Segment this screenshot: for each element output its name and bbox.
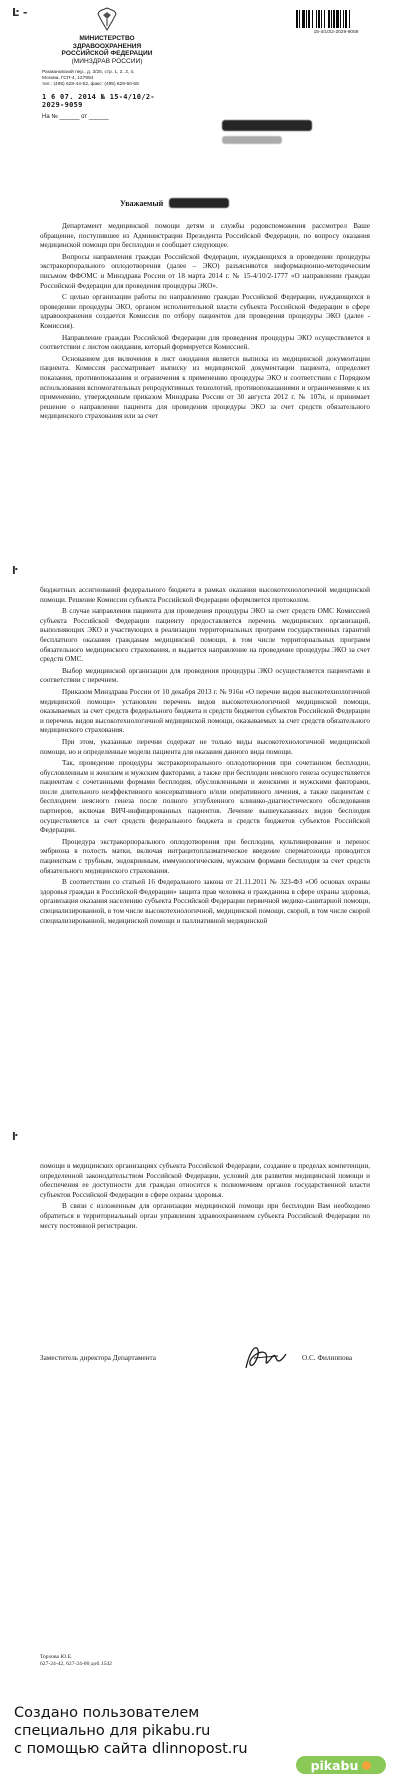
barcode-block bbox=[296, 10, 376, 36]
paragraph: При этом, указанные перечни содержат не только виды высокотехнологичной медицинской помощи, но и определенные модели пациента для оказания данного вида помощи. bbox=[40, 737, 370, 756]
address-line: Рахмановский пер., д. 3/25, стр. 1, 2, 3, 4, bbox=[42, 70, 135, 76]
paragraph: Направление граждан Российской Федерации для проведения процедуры ЭКО осуществляется в соответствии с листом ожидания, который формируется Комиссией. bbox=[40, 333, 370, 352]
ministry-line: (МИНЗДРАВ РОССИИ) bbox=[71, 57, 143, 65]
paragraph: В связи с изложенным для организации медицинской помощи при бесплодии Вам необходимо обратиться в территориальный орган управления здравоохранением субъекта Российской Федерации по месту постоянной регистрации. bbox=[40, 1202, 370, 1230]
paragraph: Процедура экстракорпорального оплодотворения при бесплодии, культивирование и перенос эмбриона в полость матки, включая интрацитоплазматическое введение сперматозоида проводится пациенткам с трубным, эндокринным, иммунологическим, мужским формами бесплодия за счет средств обязательного медицинского страхования. bbox=[40, 837, 370, 875]
signature-block bbox=[40, 1346, 370, 1376]
letter-page-2 bbox=[0, 560, 400, 1126]
paragraph: Вопросы направления граждан Российской Федерации, нуждающихся в проведении процедуры экстракорпорального оплодотворения (далее – ЭКО) разъясняются информационно-методическим письмом ФФОМС и Минздрава России от 18 марта 2014 г. № 15-4/10/2-1777 «О направлении граждан Российской Федерации для проведения процедуры ЭКО». bbox=[40, 252, 370, 290]
paragraph: Так, проведение процедуры экстракорпорального оплодотворения при сочетанном бесплодии, обусловленным и женским и мужским факторами, а также при бесплодии неясного генеза осуществляется пациентам с сочетанными формами бесплодия, обусловленными и женскими и мужскими факторами, после длительного неэффективного консервативного и/или оперативного лечения, а также пациентам с бесплодием неясного генеза после полного углубленного клинико-диагностического обследования партнеров, включая ВИЧ-инфицированных пациентов. Лечение вышеуказанных видов бесплодия осуществляется за счет средств федерального бюджета и средств бюджетов субъектов Российской Федерации. bbox=[40, 759, 370, 835]
executor-info bbox=[40, 1654, 112, 1668]
page-corner-mark: ŀ bbox=[12, 1130, 19, 1143]
signer-name: О.С. Филиппова bbox=[302, 1354, 353, 1362]
paragraph: С целью организации работы по направлению граждан Российской Федерации, нуждающихся в проведении процедуры ЭКО, органом исполнительной власти субъекта Российской Федерации в сфере здравоохранения создается Комиссия по отбору пациентов для проведения процедуры ЭКО (далее - Комиссия). bbox=[40, 293, 370, 330]
letter-page-3 bbox=[0, 1126, 400, 1696]
barcode bbox=[296, 10, 376, 28]
paragraph: Выбор медицинской организации для проведения процедуры ЭКО осуществляется пациентами в соответствии с перечнем. bbox=[40, 666, 370, 685]
dlinnopost-caption bbox=[0, 1696, 400, 1776]
paragraph: Приказом Минздрава России от 10 декабря 2013 г. № 916н «О перечне видов высокотехнологичной медицинской помощи» установлен перечень видов высокотехнологичной медицинской помощи, оказываемых за счет средств федерального бюджета и средств бюджетов субъектов Российской Федерации и перечень видов высокотехнологичной медицинской помощи, оказываемых за счет средств обязательного медицинского страхования. bbox=[40, 687, 370, 735]
paragraph: Основанием для включения в лист ожидания является выписка из медицинской документации пациента. Комиссия рассматривает выписку из медицинской документации пациента, определяет показания, противопоказания и ограничения к применению процедуры ЭКО и соответствии с Порядком использования вспомогательных репродуктивных технологий, противопоказаниями и ограничениями к их применению, утвержденным приказом Минздрава России от 30 августа 2012 г. № 107н, и принимает решение о направлении пациента для проведения процедуры ЭКО за счет средств обязательного медицинского страхования или за счет bbox=[40, 354, 370, 421]
ministry-address bbox=[42, 70, 172, 88]
signature-icon bbox=[240, 1340, 294, 1376]
letter-body-3 bbox=[40, 1162, 370, 1231]
letter-page-1 bbox=[0, 0, 400, 560]
caption-line: специально для pikabu.ru bbox=[14, 1723, 211, 1739]
paragraph: В случае направления пациента для проведения процедуры ЭКО за счет средств ОМС Комиссией субъекта Российской Федерации пациенту предоставляется перечень медицинских организаций, выполняющих ЭКО и участвующих в реализации территориальных программ государственных гарантий бесплатного оказания гражданам медицинской помощи, в том числе территориальных программ обязательного медицинского страхования, и выдается направление на проведение процедуры ЭКО за счет средств ОМС. bbox=[40, 607, 370, 664]
paragraph: бюджетных ассигнований федерального бюджета в рамках оказания высокотехнологичной медицинской помощи. Решение Комиссии субъекта Российской Федерации оформляется протоколом. bbox=[40, 586, 370, 604]
outgoing-date-number: 1 6 07. 2014 № 15-4/10/2-2029-9059 bbox=[42, 93, 155, 110]
ministry-line: МИНИСТЕРСТВО bbox=[79, 35, 135, 42]
barcode-number: 15-4/10/2-2029-9059 bbox=[313, 30, 359, 35]
ministry-name bbox=[42, 35, 172, 65]
executor-phone: 627-24-42, 627-24-00 доб.1542 bbox=[40, 1661, 112, 1667]
redacted-name bbox=[169, 198, 229, 208]
logo-dot-icon bbox=[362, 1761, 371, 1770]
caption-text bbox=[14, 1704, 248, 1758]
coat-of-arms-icon bbox=[96, 6, 118, 32]
letterhead bbox=[42, 6, 172, 120]
redacted-recipient bbox=[222, 136, 282, 144]
barcode-bar bbox=[350, 10, 351, 28]
ministry-line: РОССИЙСКОЙ ФЕДЕРАЦИИ bbox=[61, 50, 153, 58]
paragraph: Департамент медицинской помощи детям и службы родовспоможения рассмотрел Ваше обращение, поступившее из Администрации Президента Российской Федерации, по вопросу оказания медицинской помощи при бесплодии и сообщает следующее. bbox=[40, 222, 370, 250]
pikabu-logo[interactable] bbox=[296, 1756, 386, 1774]
paragraph: В соответствии со статьей 16 Федерального закона от 21.11.2011 № 323-ФЗ «Об основах охраны здоровья граждан в Российской Федерации» защита прав человека и гражданина в сфере охраны здоровья, организация оказания населению субъекта Российской Федерации первичной медико-санитарной помощи, специализированной, в том числе высокотехнологичной, медицинской помощи, скорой, в том числе скорой специализированной, медицинской помощи и паллиативной медицинской bbox=[40, 878, 370, 925]
logo-text: pikabu bbox=[310, 1757, 359, 1773]
page-corner-mark: Ŀ - bbox=[12, 6, 28, 19]
greeting-line bbox=[120, 198, 280, 208]
address-line: тел.: (495) 628-44-53, факс: (495) 628-50-58 bbox=[42, 82, 139, 88]
address-line: Москва, ГСП-4, 127994 bbox=[42, 76, 94, 82]
redacted-recipient bbox=[222, 120, 312, 131]
letter-body-2 bbox=[40, 586, 370, 926]
caption-line: Создано пользователем bbox=[14, 1705, 200, 1721]
executor-name: Торхова Ю.Е. bbox=[40, 1654, 73, 1660]
greeting: Уважаемый bbox=[120, 198, 164, 208]
reference-line: На № ______ от ______ bbox=[42, 114, 109, 121]
signer-title: Заместитель директора Департамента bbox=[40, 1354, 156, 1362]
paragraph: помощи в медицинских организациях субъекта Российской Федерации, создание в пределах компетенции, определенной законодательством Российской Федерации, условий для развития медицинской помощи и обеспечения ее доступности для граждан относится к полномочиям органов государственной власти субъектов Российской Федерации в сфере охраны здоровья. bbox=[40, 1162, 370, 1199]
caption-line: с помощью сайта dlinnopost.ru bbox=[14, 1741, 248, 1757]
ministry-line: ЗДРАВООХРАНЕНИЯ bbox=[72, 42, 142, 50]
page-corner-mark: ŀ bbox=[12, 564, 19, 577]
letter-body-1 bbox=[40, 222, 370, 422]
